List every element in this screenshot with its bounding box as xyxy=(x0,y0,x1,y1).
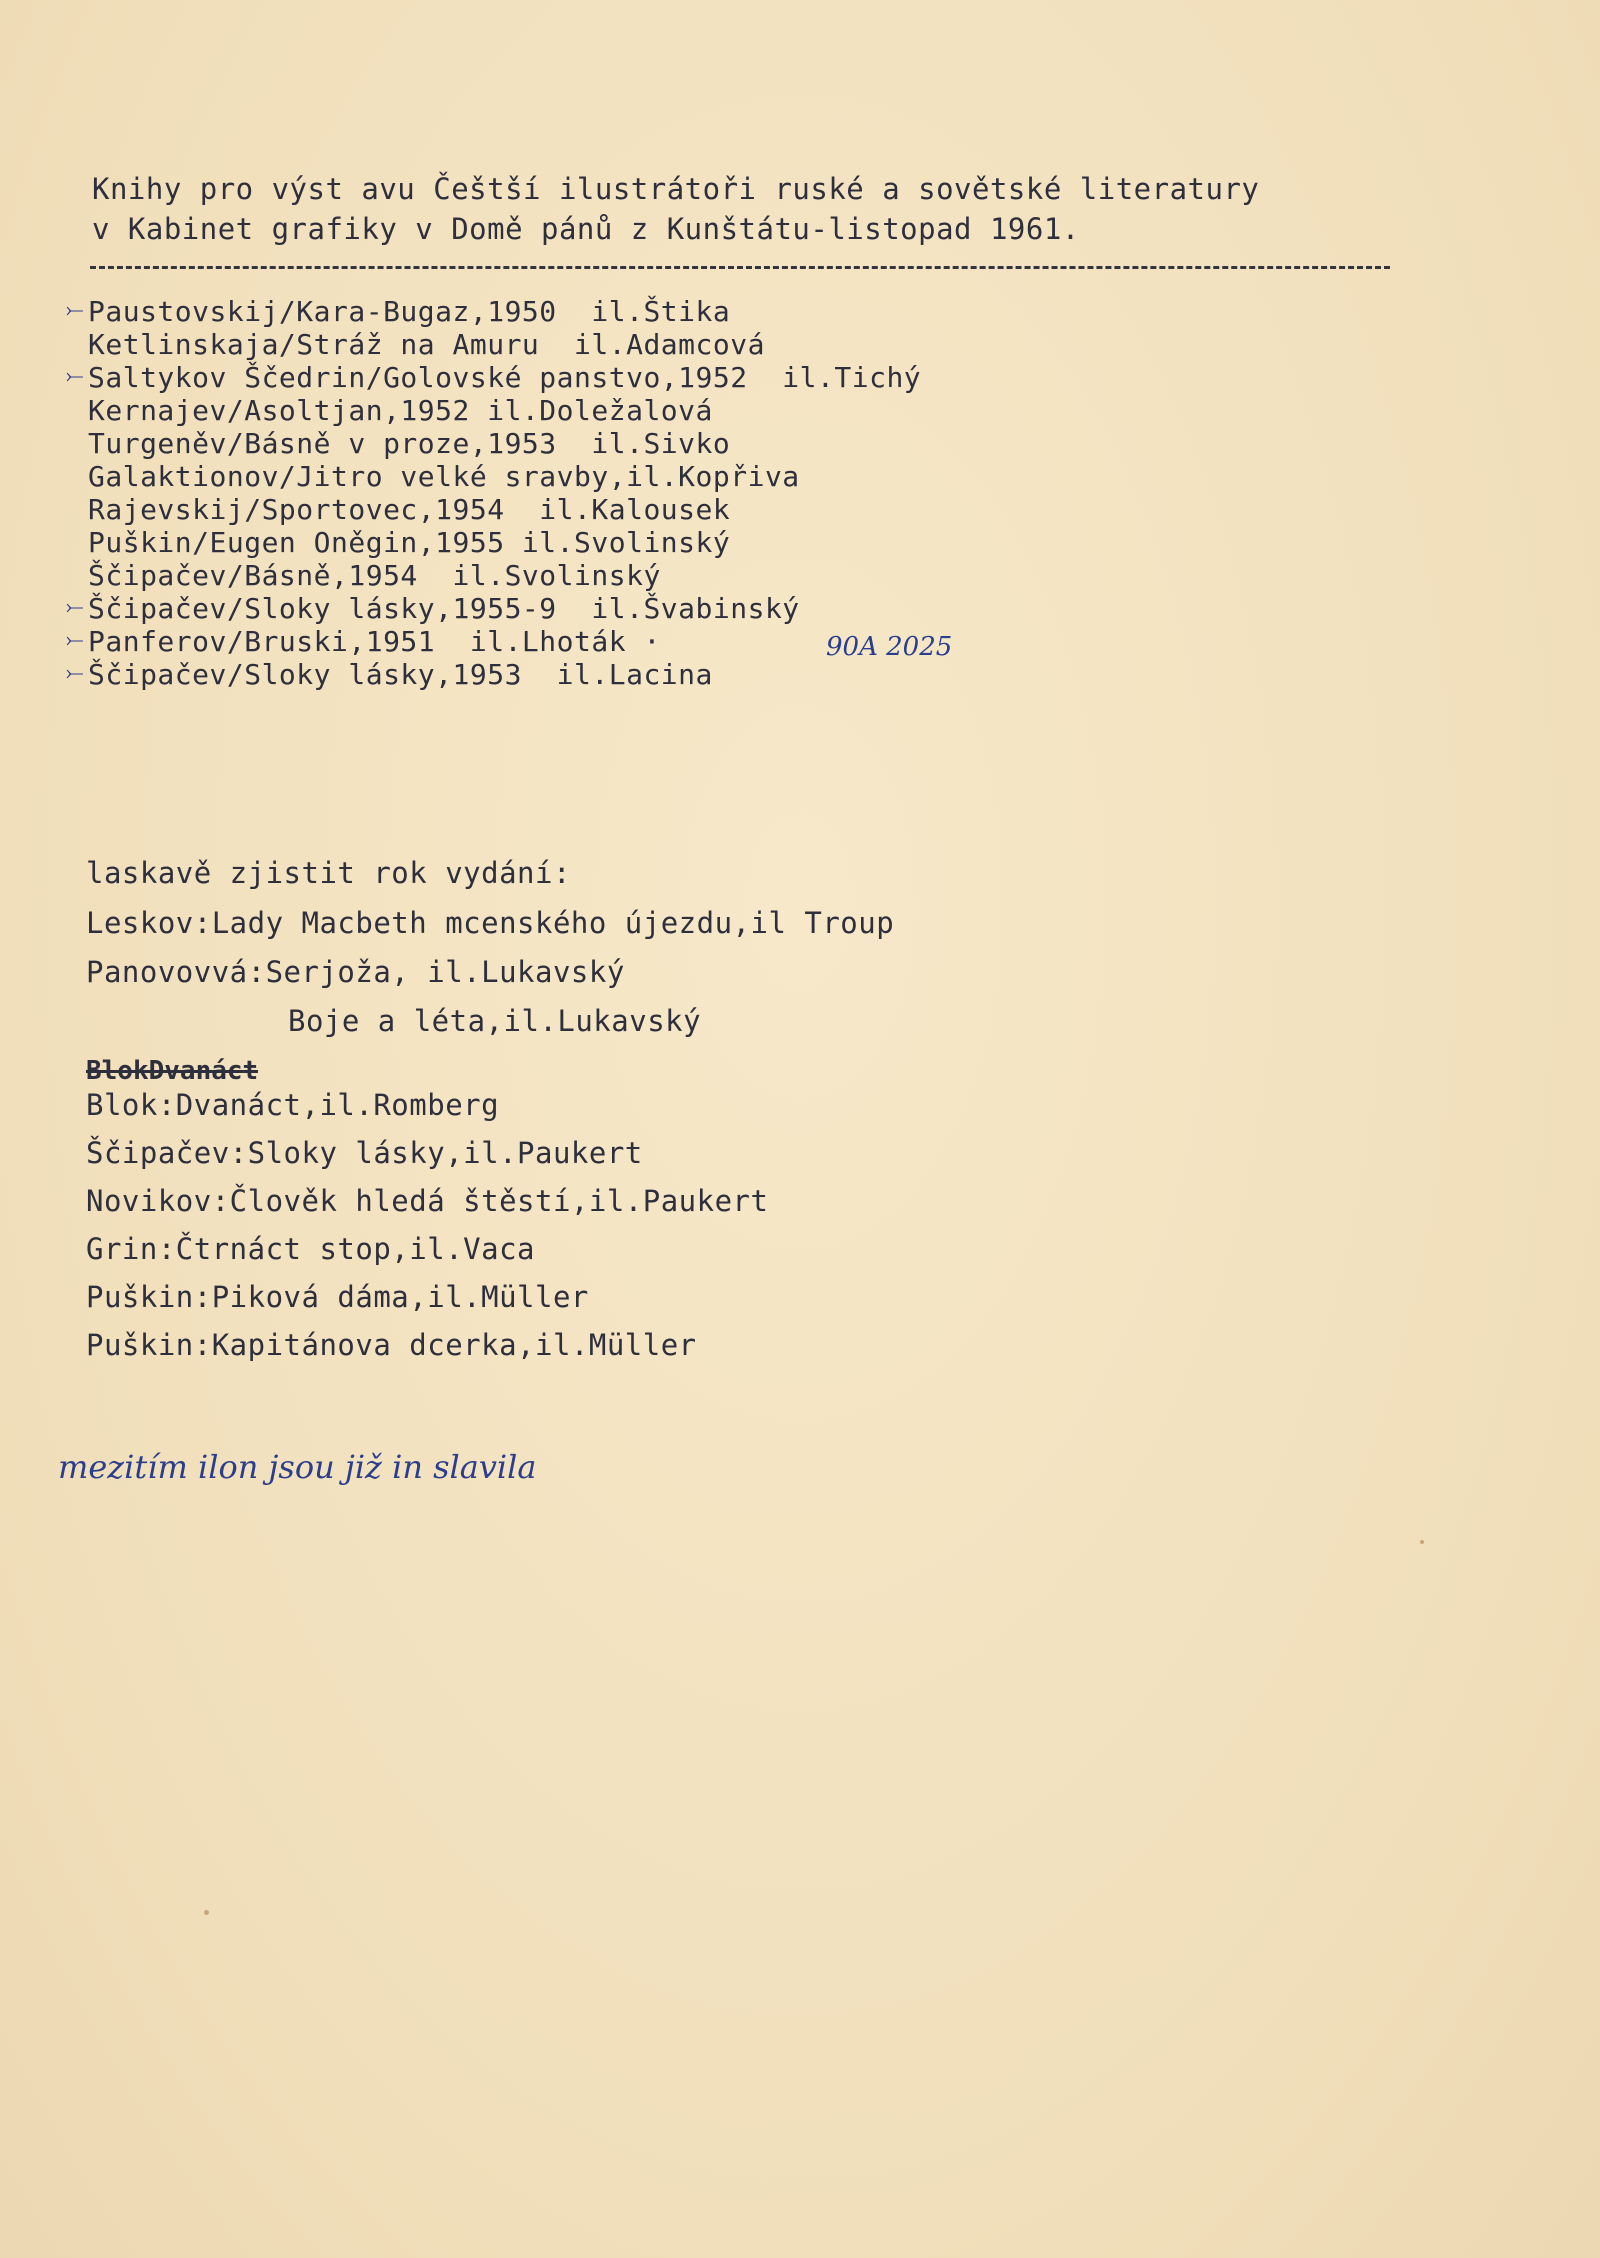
request-heading: laskavě zjistit rok vydání: xyxy=(86,856,571,890)
check-mark-icon: ⤚ xyxy=(66,595,84,620)
book-line: Ščipačev/Sloky lásky,1953 il.Lacina xyxy=(88,658,713,691)
book-line: Puškin/Eugen Oněgin,1955 il.Svolinský xyxy=(88,526,731,559)
paper-speck xyxy=(204,1910,209,1915)
book-line: Turgeněv/Básně v proze,1953 il.Sivko xyxy=(88,427,731,460)
book-line: Ščipačev/Básně,1954 il.Svolinský xyxy=(88,559,661,592)
book-line: Galaktionov/Jitro velké sravby,il.Kopřiva xyxy=(88,460,800,493)
book-line: Kernajev/Asoltjan,1952 il.Doležalová xyxy=(88,394,713,427)
book-line: Paustovskij/Kara-Bugaz,1950 il.Štika xyxy=(88,295,731,328)
request-item: Panovovvá:Serjoža, il.Lukavský xyxy=(86,955,625,989)
request-item: Puškin:Piková dáma,il.Müller xyxy=(86,1280,589,1314)
handwritten-bottom-note: mezitím ilon jsou již in slavila xyxy=(58,1448,537,1486)
check-mark-icon: ⤚ xyxy=(66,298,84,323)
struck-out-text: BlokDvanáct xyxy=(86,1056,259,1086)
dashed-divider xyxy=(90,266,1390,269)
check-mark-icon: ⤚ xyxy=(66,364,84,389)
check-mark-icon: ⤚ xyxy=(66,628,84,653)
handwritten-margin-note: 90A 2025 xyxy=(826,632,953,662)
request-item: Ščipačev:Sloky lásky,il.Paukert xyxy=(86,1136,643,1170)
request-item: Grin:Čtrnáct stop,il.Vaca xyxy=(86,1232,535,1266)
request-item: Novikov:Člověk hledá štěstí,il.Paukert xyxy=(86,1184,769,1218)
book-line: Panferov/Bruski,1951 il.Lhoták · xyxy=(88,625,661,658)
book-line: Ščipačev/Sloky lásky,1955-9 il.Švabinský xyxy=(88,592,800,625)
request-item: Puškin:Kapitánova dcerka,il.Müller xyxy=(86,1328,697,1362)
book-line: Rajevskij/Sportovec,1954 il.Kalousek xyxy=(88,493,731,526)
paper-speck xyxy=(1420,1540,1424,1544)
header-line-1: Knihy pro výst avu Češtší ilustrátoři ruské a sovětské literatury xyxy=(92,172,1260,206)
header-line-2: v Kabinet grafiky v Domě pánů z Kunštátu-listopad 1961. xyxy=(92,212,1080,246)
request-item: Boje a léta,il.Lukavský xyxy=(288,1004,702,1038)
book-line: Ketlinskaja/Stráž na Amuru il.Adamcová xyxy=(88,328,765,361)
check-mark-icon: ⤚ xyxy=(66,661,84,686)
book-line: Saltykov Ščedrin/Golovské panstvo,1952 il.Tichý xyxy=(88,361,922,394)
request-item: Leskov:Lady Macbeth mcenského újezdu,il Troup xyxy=(86,906,895,940)
request-item: Blok:Dvanáct,il.Romberg xyxy=(86,1088,500,1122)
